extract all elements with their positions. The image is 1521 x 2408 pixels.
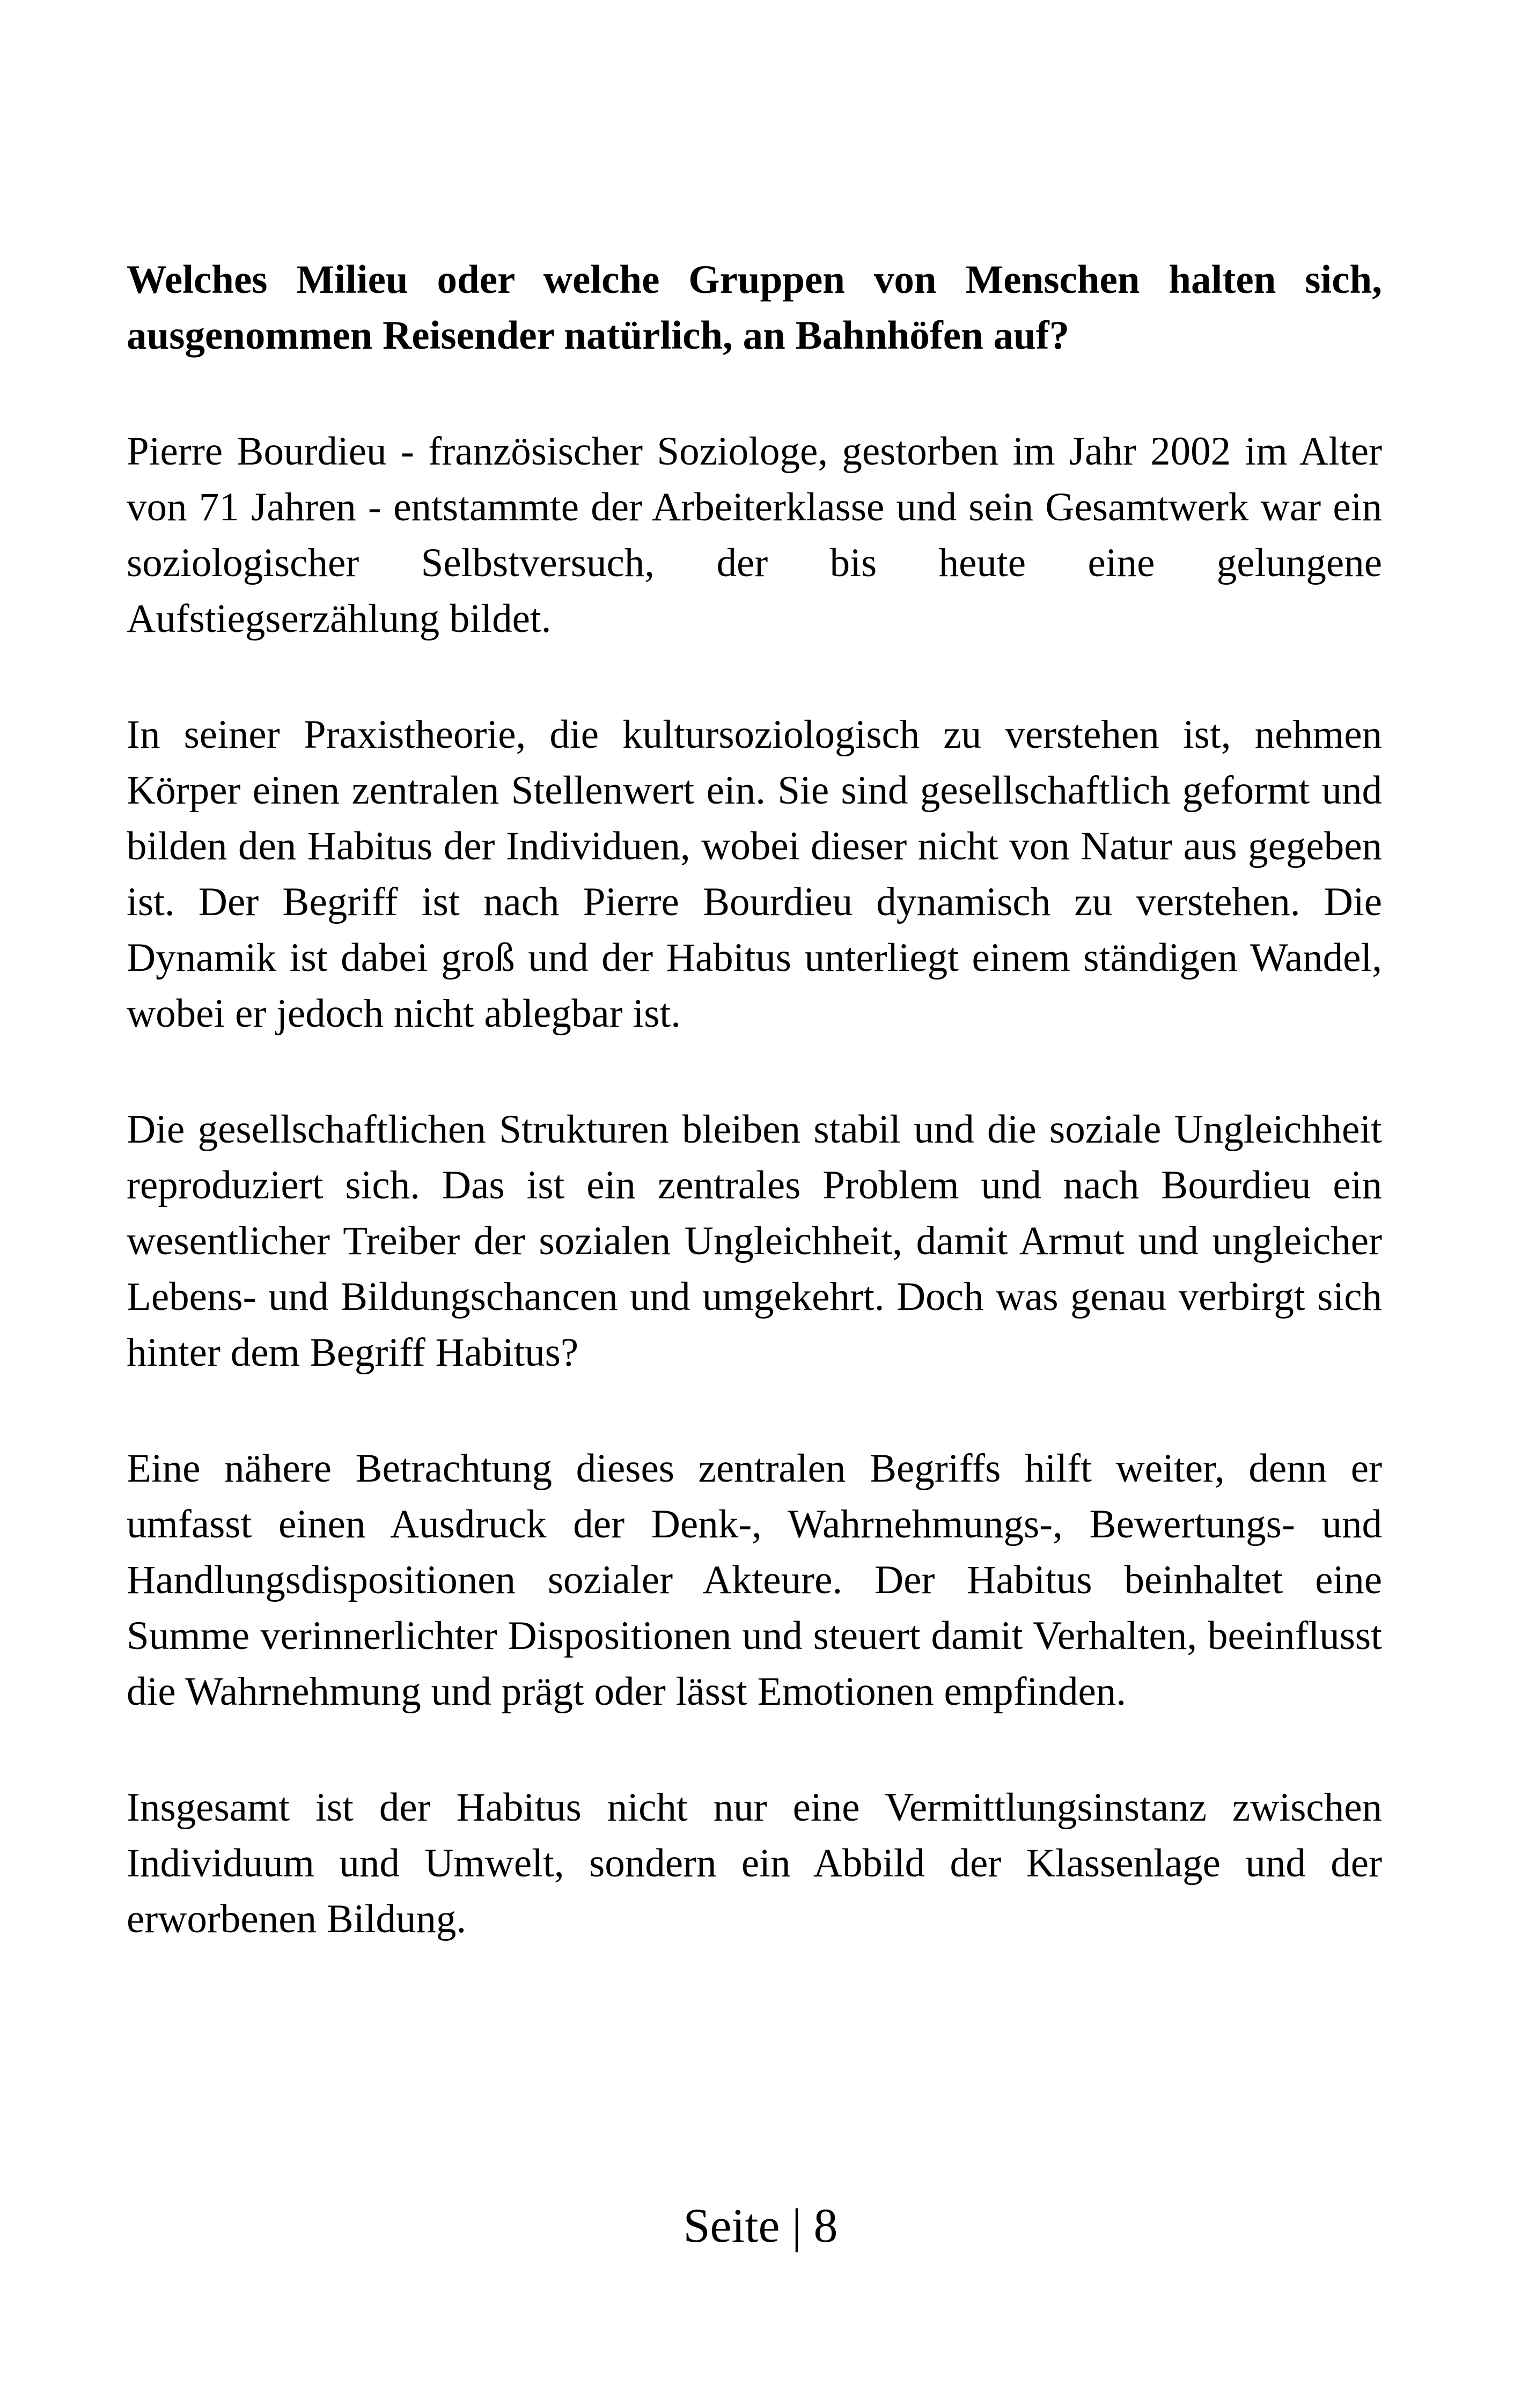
page-number: Seite | 8: [683, 2199, 838, 2252]
paragraph-betrachtung: Eine nähere Betrachtung dieses zentralen Begriffs hilft weiter, denn er umfasst einen Ausdruck der Denk-, Wahrnehmungs-, Bewertungs- und Handlungsdispositionen sozialer Akteure. Der Habitus beinhaltet eine Summe verinnerlichter Dispositionen und steuert damit Verhalten, beeinflusst die Wahrnehmung und prägt oder lässt Emotionen empfinden.: [127, 1446, 1382, 1714]
paragraph-praxistheorie: In seiner Praxistheorie, die kultursoziologisch zu verstehen ist, nehmen Körper einen zentralen Stellenwert ein. Sie sind gesellschaftlich geformt und bilden den Habitus der Individuen, wobei dieser nicht von Natur aus gegeben ist. Der Begriff ist nach Pierre Bourdieu dynamisch zu verstehen. Die Dynamik ist dabei groß und der Habitus unterliegt einem ständigen Wandel, wobei er jedoch nicht ablegbar ist.: [127, 712, 1382, 1036]
question-heading: Welches Milieu oder welche Gruppen von Menschen halten sich, ausgenommen Reisender natürlich, an Bahnhöfen auf?: [127, 257, 1382, 358]
paragraph-insgesamt: Insgesamt ist der Habitus nicht nur eine Vermittlungsinstanz zwischen Individuum und Umwelt, sondern ein Abbild der Klassenlage und der erworbenen Bildung.: [127, 1785, 1382, 1941]
paragraph-bourdieu-bio: Pierre Bourdieu - französischer Soziologe, gestorben im Jahr 2002 im Alter von 71 Jahren - entstammte der Arbeiterklasse und sein Gesamtwerk war ein soziologischer Selbstversuch, der bis heute eine gelungene Aufstiegserzählung bildet.: [127, 429, 1382, 641]
paragraph-strukturen: Die gesellschaftlichen Strukturen bleiben stabil und die soziale Ungleichheit reproduziert sich. Das ist ein zentrales Problem und nach Bourdieu ein wesentlicher Treiber der sozialen Ungleichheit, damit Armut und ungleicher Lebens- und Bildungschancen und umgekehrt. Doch was genau verbirgt sich hinter dem Begriff Habitus?: [127, 1107, 1382, 1375]
page-body: [127, 252, 1382, 1947]
